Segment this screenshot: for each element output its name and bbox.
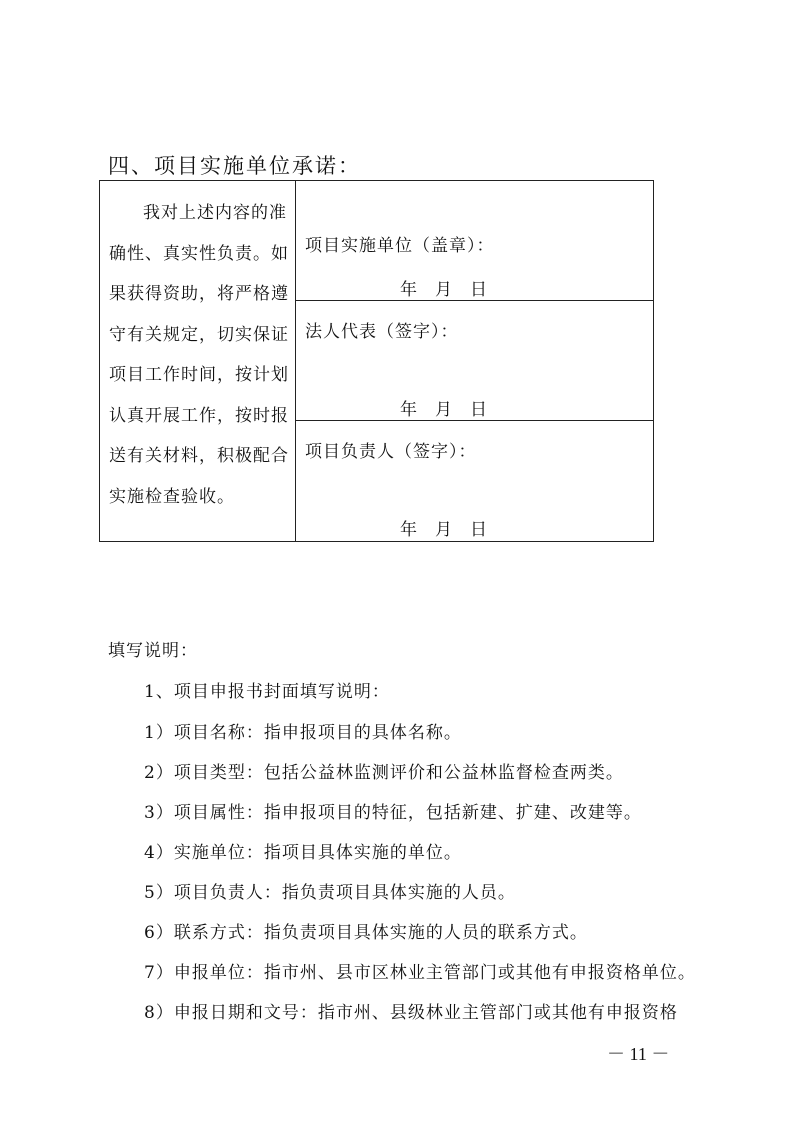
section-title: 四、项目实施单位承诺： [108,154,361,178]
note-item: 6）联系方式：指负责项目具体实施的人员的联系方式。 [144,923,588,943]
date-day: 日 [470,280,487,300]
notes-heading: 填写说明： [108,641,198,661]
project-leader-cell [296,421,653,541]
project-leader-date [400,515,487,540]
commitment-statement: 我对上述内容的准确性、真实性负责。如果获得资助，将严格遵守有关规定，切实保证项目工作时间，按计划认真开展工作，按时报送有关材料，积极配合实施检查验收。 [109,203,289,507]
date-year: 年 [400,520,417,540]
commitment-statement-cell [100,181,296,541]
note-item: 2）项目类型：包括公益林监测评价和公益林监督检查两类。 [144,763,624,783]
implementing-unit-cell [296,181,653,301]
legal-representative-cell [296,301,653,421]
note-item: 1）项目名称：指申报项目的具体名称。 [144,723,462,743]
date-month: 月 [435,280,452,300]
date-year: 年 [400,280,417,300]
note-item: 3）项目属性：指申报项目的特征，包括新建、扩建、改建等。 [144,803,642,823]
date-day: 日 [470,400,487,420]
note-item: 5）项目负责人：指负责项目具体实施的人员。 [144,883,516,903]
note-item: 8）申报日期和文号：指市州、县级林业主管部门或其他有申报资格 [144,1003,678,1023]
legal-representative-date [400,395,487,420]
note-item: 7）申报单位：指市州、县市区林业主管部门或其他有申报资格单位。 [144,963,696,983]
implementing-unit-date [400,275,487,300]
legal-representative-label: 法人代表（签字）： [305,322,459,342]
date-day: 日 [470,520,487,540]
implementing-unit-label: 项目实施单位（盖章）： [305,236,495,256]
date-year: 年 [400,400,417,420]
page-number: － 11 － [607,1044,670,1064]
notes-subheading: 1、项目申报书封面填写说明： [144,682,390,702]
commitment-table [99,180,654,542]
project-leader-label: 项目负责人（签字）： [305,442,477,462]
note-item: 4）实施单位：指项目具体实施的单位。 [144,843,462,863]
date-month: 月 [435,520,452,540]
date-month: 月 [435,400,452,420]
